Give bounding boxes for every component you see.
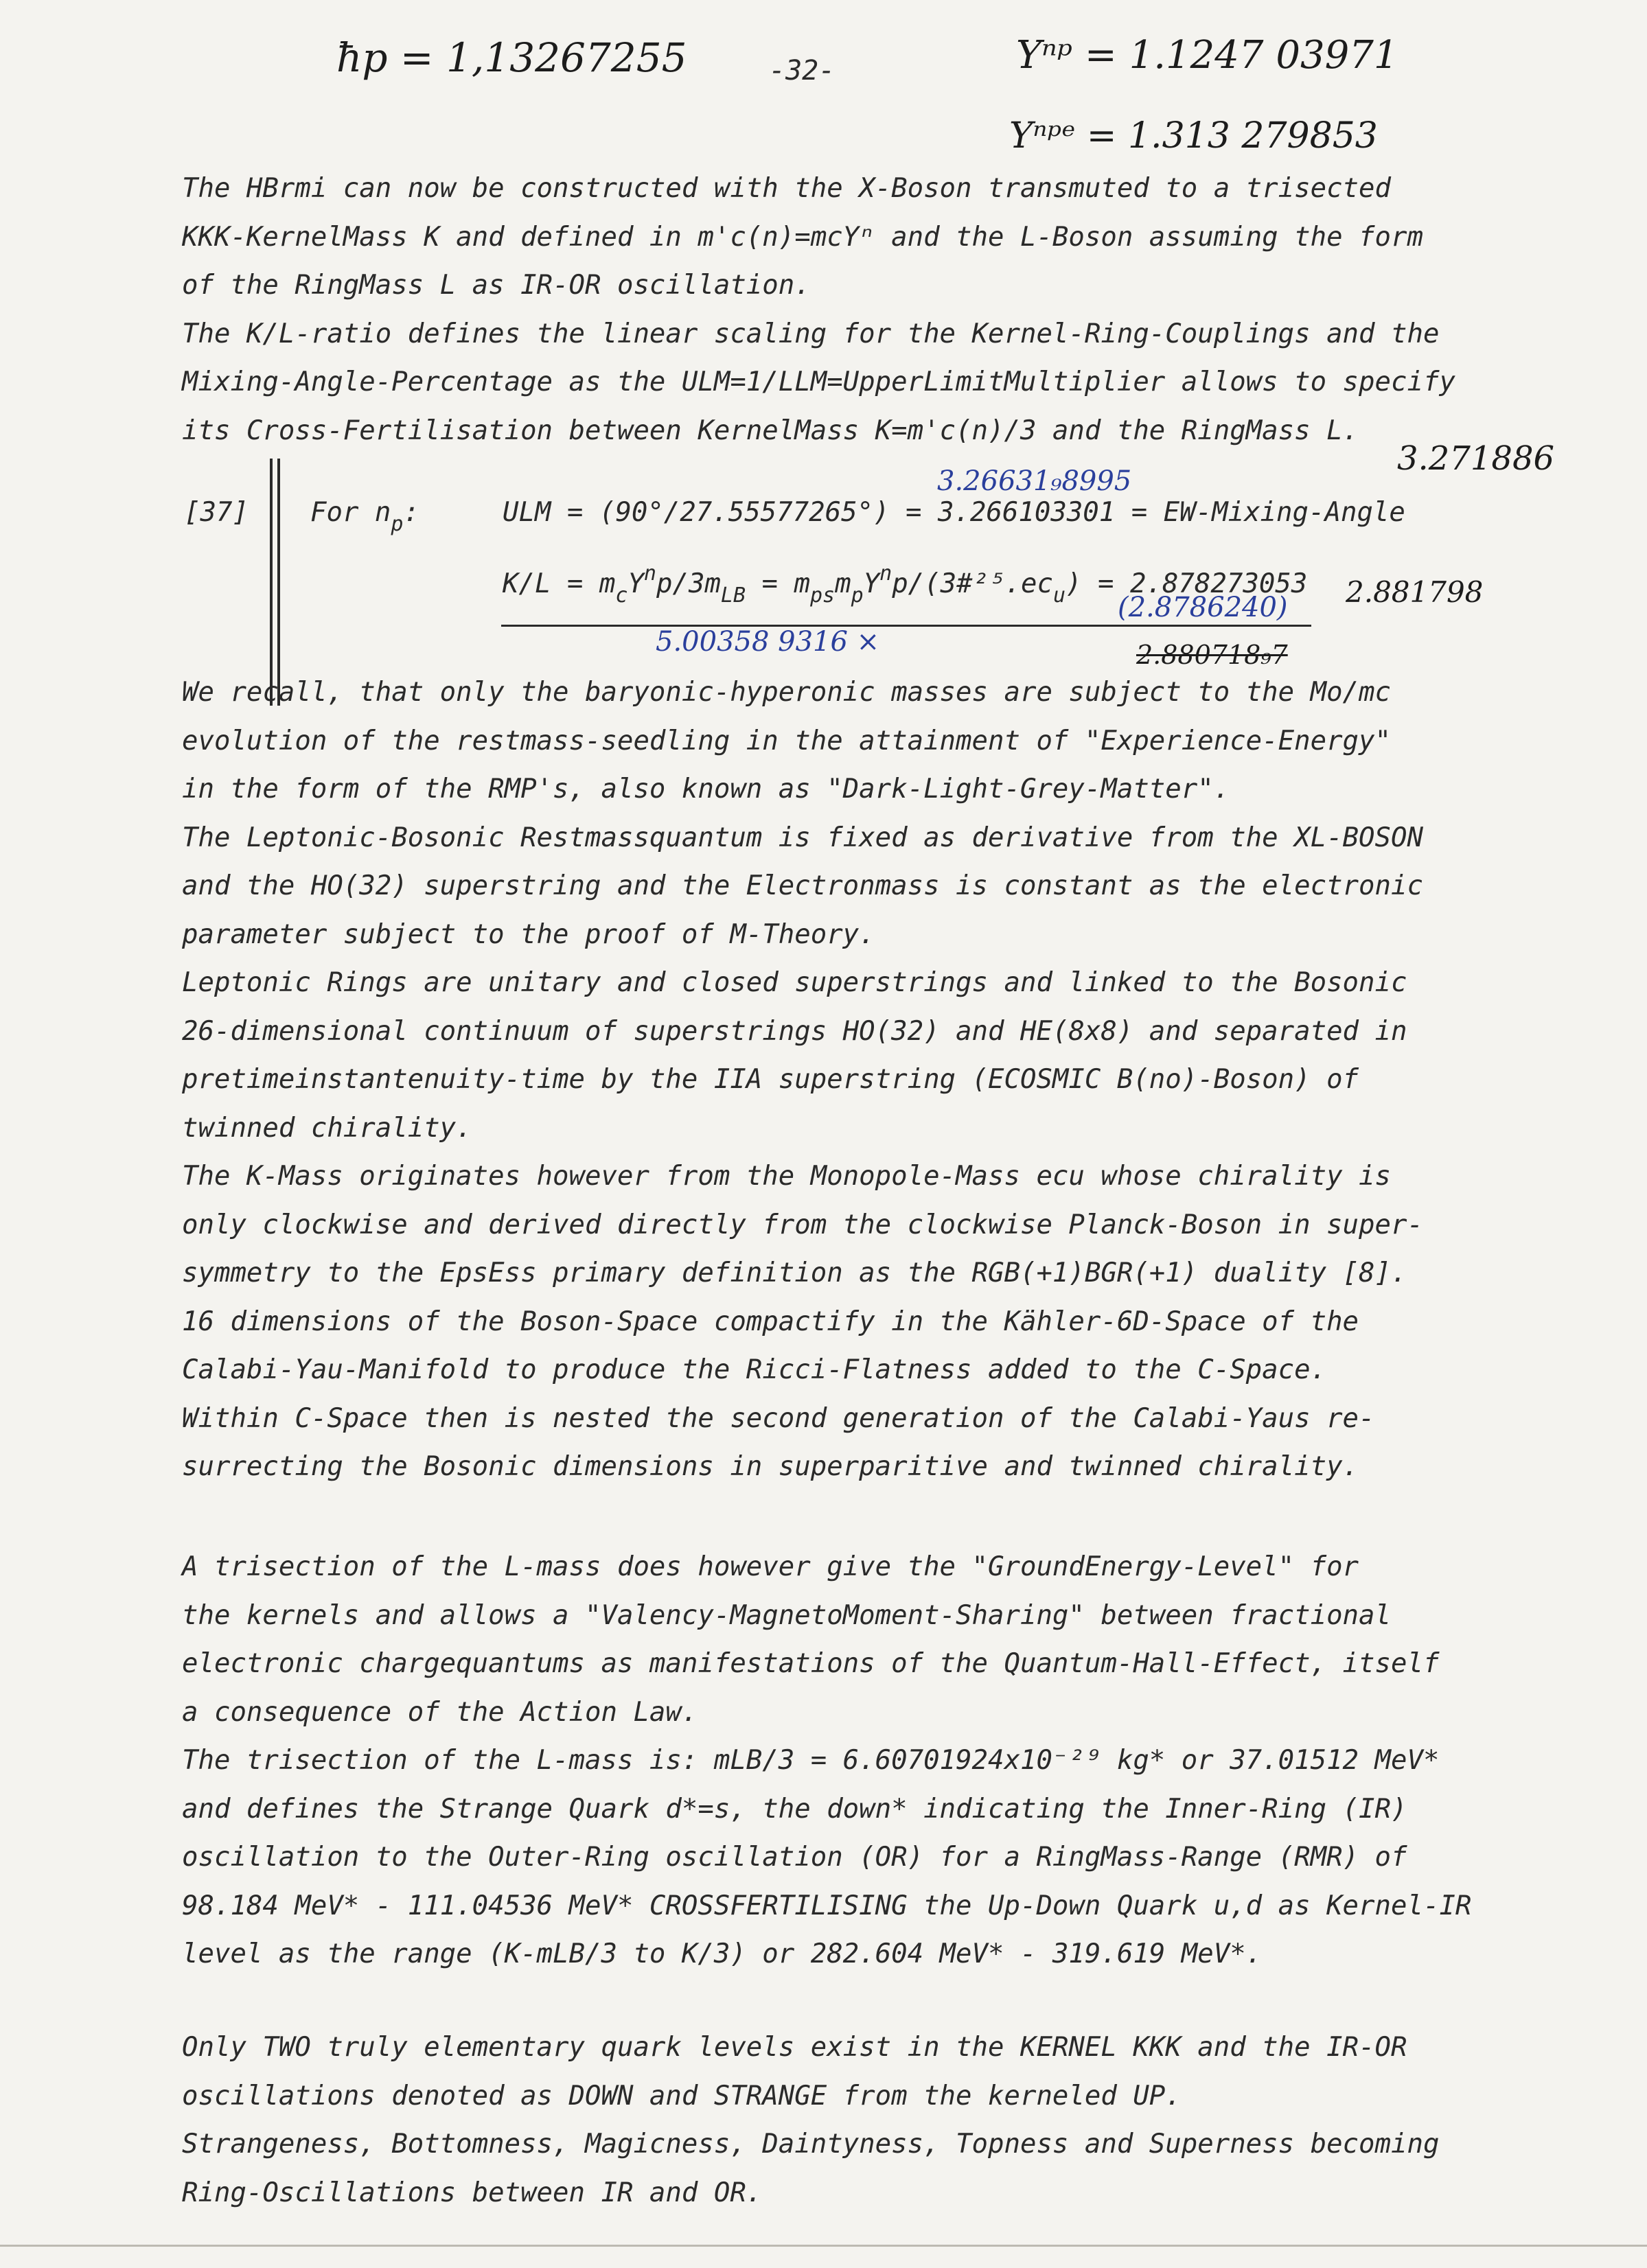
- kl-part: c: [615, 583, 628, 608]
- for-text: For n: [310, 497, 391, 528]
- text-line: symmetry to the EpsEss primary definition as the RGB(+1)BGR(+1) duality [8].: [182, 1258, 1407, 1288]
- kl-part: Y: [863, 568, 880, 599]
- text-line: parameter subject to the proof of M-Theory.: [182, 918, 875, 950]
- handwritten-hp-value: ħp = 1,13267255: [336, 34, 687, 81]
- kl-part: K/L = m: [503, 568, 616, 599]
- handwritten-strikethrough: 2.880718₉7: [1136, 640, 1288, 670]
- equation-for-np: [310, 497, 419, 536]
- page-number: -32-: [769, 55, 836, 86]
- equation-rule: [501, 625, 1311, 627]
- text-line: a consequence of the Action Law.: [182, 1696, 698, 1728]
- text-line: level as the range (K-mLB/3 to K/3) or 282.604 MeV* - 319.619 MeV*.: [182, 1939, 1263, 1969]
- handwritten-ynpe-value: Yⁿᵖᵉ = 1.313 279853: [1009, 115, 1378, 157]
- text-line: The HBrmi can now be constructed with the X-Boson transmuted to a trisected: [182, 173, 1391, 204]
- kl-part: p: [851, 583, 864, 608]
- text-line: pretimeinstantenuity-time by the IIA superstring (ECOSMIC B(no)-Boson) of: [182, 1064, 1359, 1095]
- paragraph-4: [182, 2024, 1528, 2217]
- kl-part: n: [643, 562, 656, 586]
- handwritten-below-rule: 5.00358 9316 ×: [656, 626, 880, 658]
- text-line: evolution of the restmass-seedling in the attainment of "Experience-Energy": [182, 725, 1391, 756]
- text-line: Mixing-Angle-Percentage as the ULM=1/LLM=UpperLimitMultiplier allows to specify: [182, 367, 1455, 397]
- text-line: Within C-Space then is nested the second generation of the Calabi-Yaus re-: [182, 1402, 1375, 1434]
- scan-bottom-edge: [0, 2245, 1647, 2247]
- text-line: Strangeness, Bottomness, Magicness, Daintyness, Topness and Superness becoming: [182, 2129, 1440, 2160]
- text-line: oscillation to the Outer-Ring oscillation (OR) for a RingMass-Range (RMR) of: [182, 1842, 1407, 1873]
- kl-part: ) = 2.878273053: [1066, 568, 1308, 599]
- text-line: The Leptonic-Bosonic Restmassquantum is fixed as derivative from the XL-BOSON: [182, 822, 1423, 853]
- equation-ulm-line: ULM = (90°/27.55577265°) = 3.266103301 = EW-Mixing-Angle: [503, 497, 1405, 528]
- paragraph-3: [182, 1543, 1528, 1979]
- text-line: oscillations denoted as DOWN and STRANGE from the kerneled UP.: [182, 2080, 1182, 2111]
- text-line: Leptonic Rings are unitary and closed superstrings and linked to the Bosonic: [182, 967, 1407, 998]
- paragraph-2: [182, 669, 1528, 1492]
- text-line: 98.184 MeV* - 111.04536 MeV* CROSSFERTILISING the Up-Down Quark u,d as Kernel-IR: [182, 1890, 1472, 1921]
- kl-part: LB: [720, 583, 746, 608]
- kl-part: p/(3#²⁵.ec: [892, 568, 1053, 599]
- kl-part: m: [835, 568, 851, 599]
- kl-part: = m: [761, 568, 810, 599]
- text-line: its Cross-Fertilisation between KernelMass K=m'c(n)/3 and the RingMass L.: [182, 415, 1359, 446]
- text-line: The K-Mass originates however from the Monopole-Mass ecu whose chirality is: [182, 1161, 1391, 1192]
- text-line: surrecting the Bosonic dimensions in superparitive and twinned chirality.: [182, 1451, 1359, 1482]
- text-line: twinned chirality.: [182, 1112, 472, 1144]
- handwritten-kl-paren: (2.8786240): [1118, 592, 1288, 623]
- paragraph-1: [182, 165, 1528, 455]
- handwritten-ynp-value: Yⁿᵖ = 1.1247 03971: [1016, 33, 1398, 78]
- text-line: A trisection of the L-mass does however give the "GroundEnergy-Level" for: [182, 1551, 1359, 1582]
- text-line: We recall, that only the baryonic-hyperonic masses are subject to the Mo/mc: [182, 677, 1391, 708]
- for-sub: p: [391, 512, 404, 536]
- handwritten-margin-value: 3.271886: [1397, 439, 1555, 478]
- text-line: and defines the Strange Quark d*=s, the down* indicating the Inner-Ring (IR): [182, 1793, 1407, 1825]
- text-line: of the RingMass L as IR-OR oscillation.: [182, 270, 811, 301]
- handwritten-ulm-correction: 3.26631₉8995: [937, 465, 1132, 497]
- text-line: only clockwise and derived directly from the clockwise Planck-Boson in super-: [182, 1209, 1423, 1240]
- equation-label: [37]: [184, 497, 249, 528]
- kl-part: Y: [627, 568, 644, 599]
- text-line: in the form of the RMP's, also known as "Dark-Light-Grey-Matter".: [182, 774, 1230, 805]
- text-line: and the HO(32) superstring and the Electronmass is constant as the electronic: [182, 870, 1423, 901]
- kl-part: p/3m: [656, 568, 721, 599]
- text-line: 16 dimensions of the Boson-Space compactify in the Kähler-6D-Space of the: [182, 1306, 1359, 1337]
- text-line: Ring-Oscillations between IR and OR.: [182, 2177, 763, 2208]
- text-line: KKK-KernelMass K and defined in m'c(n)=mcYⁿ and the L-Boson assuming the form: [182, 221, 1423, 253]
- kl-part: u: [1053, 583, 1066, 608]
- text-line: Calabi-Yau-Manifold to produce the Ricci-Flatness added to the C-Space.: [182, 1354, 1327, 1385]
- text-line: The trisection of the L-mass is: mLB/3 = 6.60701924x10⁻²⁹ kg* or 37.01512 MeV*: [182, 1745, 1440, 1776]
- text-line: the kernels and allows a "Valency-MagnetoMoment-Sharing" between fractional: [182, 1599, 1391, 1631]
- for-colon: :: [403, 497, 419, 528]
- text-line: 26-dimensional continuum of superstrings HO(32) and HE(8x8) and separated in: [182, 1015, 1407, 1047]
- text-line: Only TWO truly elementary quark levels exist in the KERNEL KKK and the IR-OR: [182, 2032, 1407, 2063]
- kl-part: ps: [809, 583, 836, 608]
- text-line: The K/L-ratio defines the linear scaling for the Kernel-Ring-Couplings and the: [182, 318, 1440, 349]
- handwritten-kl-right: 2.881798: [1346, 575, 1484, 609]
- kl-part: n: [879, 562, 892, 586]
- text-line: electronic chargequantums as manifestations of the Quantum-Hall-Effect, itself: [182, 1648, 1440, 1679]
